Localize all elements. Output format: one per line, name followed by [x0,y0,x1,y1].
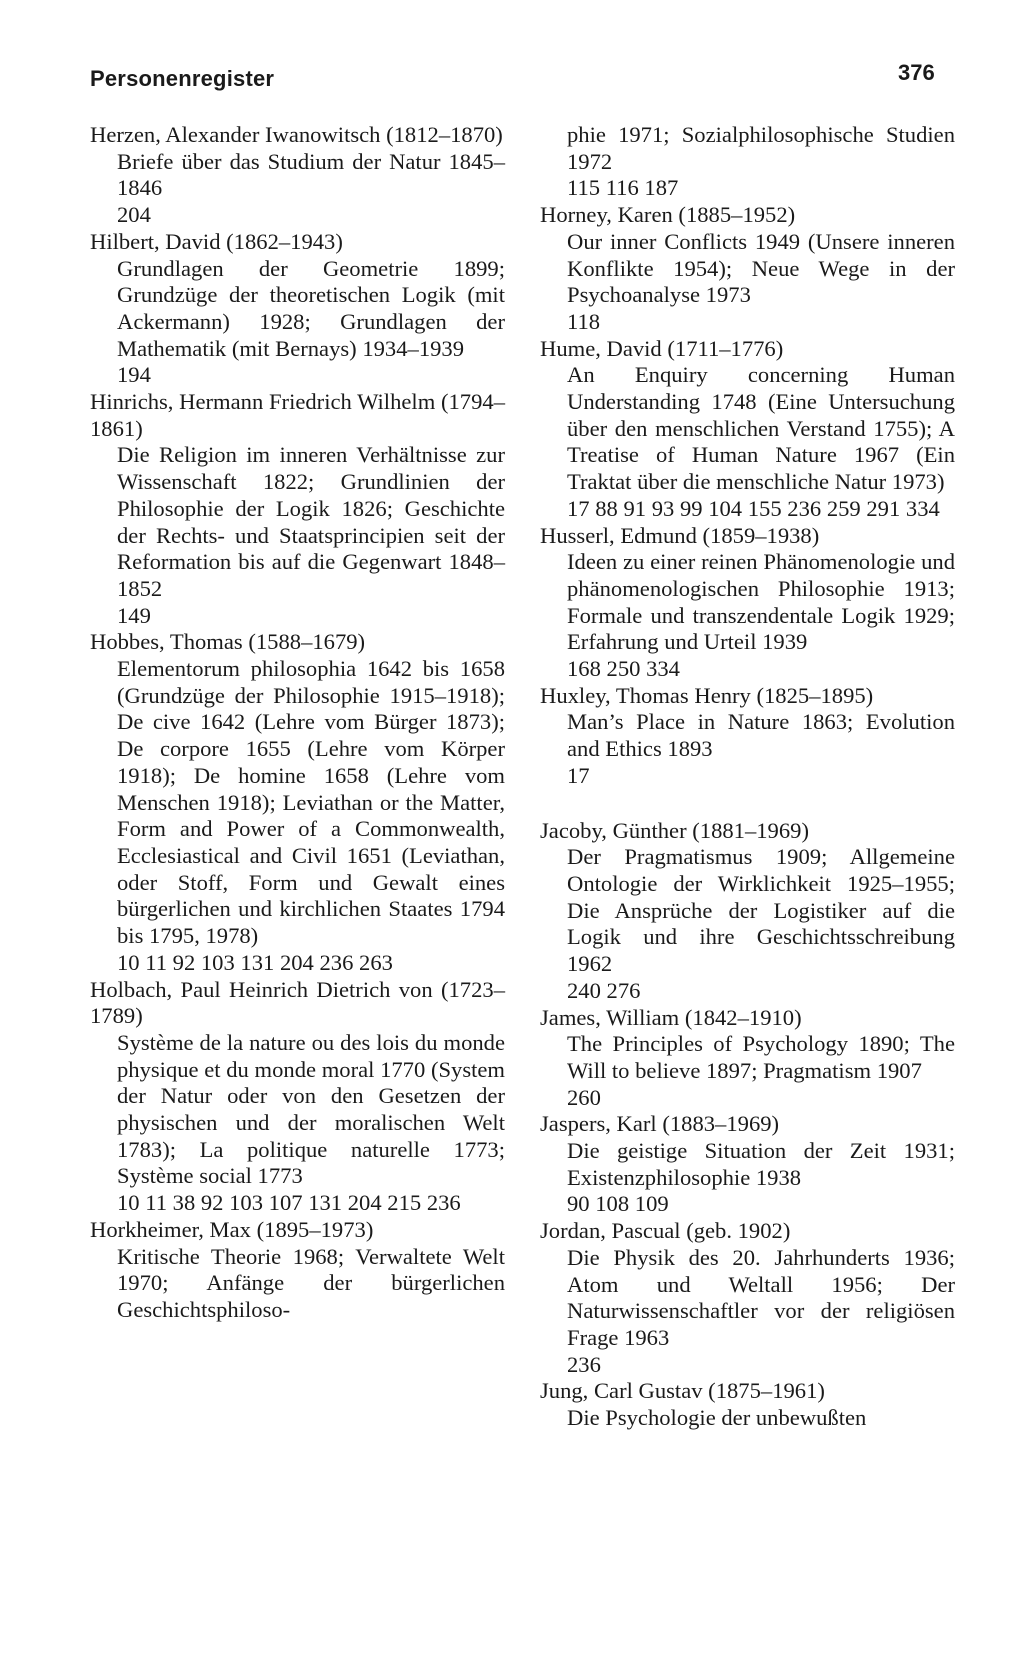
entry-name: Horkheimer, Max (1895–1973) [90,1216,374,1242]
entry-name: Hobbes, Thomas (1588–1679) [90,629,366,655]
entry-works: Système de la nature ou des lois du monde physique et du monde moral 1770 (System der Natur oder von den Gesetzen der physischen und der moralischen Welt 1783); La politique naturelle 1773; Système social 1773 [117,1029,505,1189]
entry-works: Man’s Place in Nature 1863; Evolution and Ethics 1893 [567,709,955,762]
entry-works: Die Religion im inneren Verhältnisse zur Wissenschaft 1822; Grundlinien der Philosophie der Logik 1826; Geschichte der Rechts- und Staatsprincipien seit der Reformation bis auf die Gegenwart 1848–1852 [117,442,505,601]
entry-name: Hinrichs, Hermann Friedrich Wilhelm (1794–1861) [90,389,505,441]
index-entry-holbach [90,977,505,1217]
index-entry-james [540,1005,955,1112]
entry-continuation: phie 1971; Sozialphilosophische Studien 1972 [567,122,955,174]
entry-pages: 118 [567,308,601,334]
index-entry-horney [540,202,955,336]
index-entry-herzen [90,122,505,229]
entry-pages: 10 11 38 92 103 107 131 204 215 236 [117,1190,461,1216]
entry-works: Briefe über das Studium der Natur 1845–1846 [117,148,505,201]
page-number: 376 [898,60,935,85]
entry-name: Husserl, Edmund (1859–1938) [540,522,820,548]
entry-works: Grundlagen der Geometrie 1899; Grundzüge der theoretischen Logik (mit Ackermann) 1928; Grundlagen der Mathematik (mit Bernays) 1934–1939 [117,255,505,361]
entry-pages: 194 [117,362,151,388]
entry-pages: 204 [117,202,151,228]
index-entry-jordan [540,1218,955,1378]
entry-name: Jung, Carl Gustav (1875–1961) [540,1378,825,1404]
entry-name: Huxley, Thomas Henry (1825–1895) [540,682,874,708]
entry-name: James, William (1842–1910) [540,1004,802,1030]
entry-continuation-pages: 115 116 187 [567,175,679,201]
entry-pages: 17 [567,762,590,788]
entry-pages: 149 [117,602,151,628]
entry-works: Der Pragmatismus 1909; Allgemeine Ontologie der Wirklichkeit 1925–1955; Die Ansprüche der Logistiker auf die Logik und ihre Geschichtsschreibung 1962 [567,844,955,977]
entry-pages: 260 [567,1084,601,1110]
entry-pages: 236 [567,1351,601,1377]
index-entry-hume [540,336,955,523]
entry-pages: 240 276 [567,977,641,1003]
entry-name: Hume, David (1711–1776) [540,335,784,361]
index-entry-husserl [540,523,955,683]
entry-name: Horney, Karen (1885–1952) [540,202,796,228]
entry-pages: 10 11 92 103 131 204 236 263 [117,949,393,975]
entry-works: Die Physik des 20. Jahrhunderts 1936; Atom und Weltall 1956; Der Naturwissenschaftler vor der religiösen Frage 1963 [567,1244,955,1350]
page-title: Personenregister [90,66,275,91]
entry-name: Hilbert, David (1862–1943) [90,228,343,254]
right-column [540,122,955,1432]
entry-name: Holbach, Paul Heinrich Dietrich von (1723–1789) [90,976,505,1029]
index-entry-hinrichs [90,389,505,629]
entry-works: Kritische Theorie 1968; Verwaltete Welt 1970; Anfänge der bürgerlichen Geschichtsphiloso- [117,1243,505,1322]
entry-works: The Principles of Psychology 1890; The Will to believe 1897; Pragmatism 1907 [567,1031,955,1083]
entry-works: Ideen zu einer reinen Phänomenologie und phänomenologischen Philosophie 1913; Formale und transzendentale Logik 1929; Erfahrung und Urteil 1939 [567,549,955,655]
index-entry-jaspers [540,1111,955,1218]
entry-name: Jordan, Pascual (geb. 1902) [540,1218,791,1244]
entry-name: Herzen, Alexander Iwanowitsch (1812–1870) [90,122,503,147]
index-entry-horkheimer [90,1217,505,1324]
index-entry-jung [540,1378,955,1431]
index-entry-hilbert [90,229,505,389]
entry-works: Our inner Conflicts 1949 (Unsere inneren Konflikte 1954); Neue Wege in der Psychoanalyse 1973 [567,228,955,308]
entry-works: Die geistige Situation der Zeit 1931; Existenzphilosophie 1938 [567,1138,955,1190]
entry-name: Jacoby, Günther (1881–1969) [540,817,809,843]
entry-pages: 90 108 109 [567,1191,669,1217]
entry-pages: 17 88 91 93 99 104 155 236 259 291 334 [567,495,940,521]
entry-works: Die Psychologie der unbewußten [567,1405,867,1431]
left-column [90,122,505,1324]
index-entry-huxley [540,683,955,790]
entry-pages: 168 250 334 [567,656,680,682]
index-entry-hobbes [90,629,505,976]
letter-section-gap [540,790,955,818]
entry-works: Elementorum philosophia 1642 bis 1658 (Grundzüge der Philosophie 1915–1918); De cive 1642 (Lehre vom Bürger 1873); De corpore 1655 (Lehre vom Körper 1918); De homine 1658 (Lehre vom Menschen 1918); Leviathan or the Matter, Form and Power of a Commonwealth, Ecclesiastical and Civil 1651 (Leviathan, oder Stoff, Form und Gewalt eines bürgerlichen und kirchlichen Staates 1794 bis 1795, 1978) [117,656,505,949]
entry-name: Jaspers, Karl (1883–1969) [540,1111,780,1137]
index-entry-jacoby [540,818,955,1005]
entry-works: An Enquiry concerning Human Understanding 1748 (Eine Untersuchung über den menschlichen Verstand 1755); A Treatise of Human Nature 1967 (Ein Traktat über die menschliche Natur 1973) [567,362,955,495]
